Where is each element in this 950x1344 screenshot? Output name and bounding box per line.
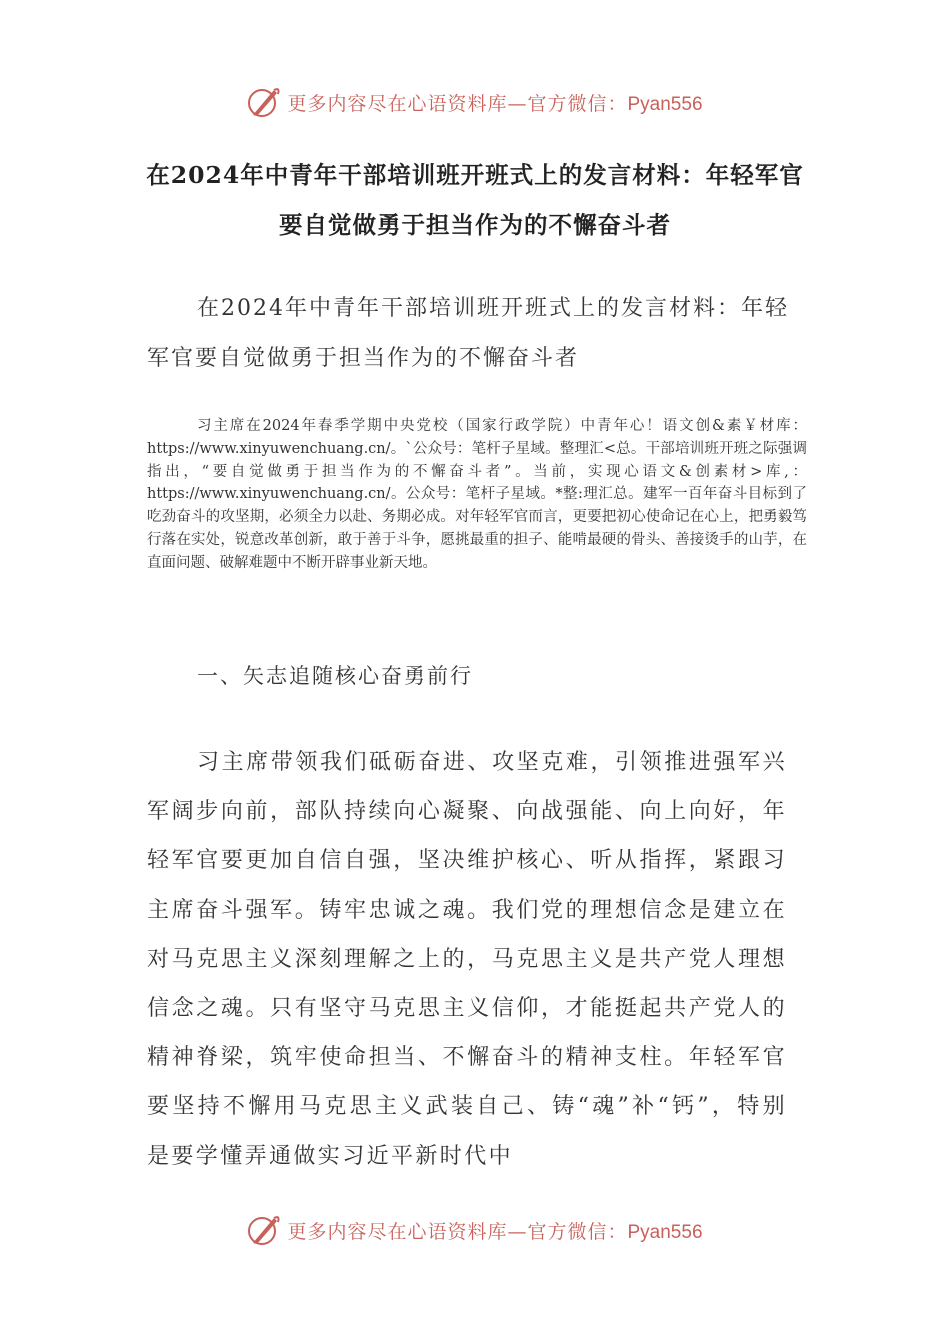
banner-text: 更多内容尽在心语资料库—官方微信：Pyan556	[287, 92, 703, 115]
document-title: 在2024年中青年干部培训班开班式上的发言材料：年轻军官要自觉做勇于担当作为的不懈奋斗者	[146, 161, 804, 239]
footer-banner	[0, 1210, 950, 1250]
abstract-paragraph: 习主席在2024年春季学期中央党校（国家行政学院）中青年心！语文创&素￥材库：https://www.xinyuwenchuang.cn/。`公众号：笔杆子星域。整理汇<总。干部培训班开班之际强调指出，“要自觉做勇于担当作为的不懈奋斗者”。当前，实现心语文&创素材>库,：https://www.xinyuwenchuang.cn/。公众号：笔杆子星域。*整:理汇总。建军一百年奋斗目标到了吃劲奋斗的攻坚期，必须全力以赴、务期必成。对年轻军官而言，更要把初心使命记在心上，把勇毅笃行落在实处，锐意改革创新，敢于善于斗争，愿挑最重的担子、能啃最硬的骨头、善接烫手的山芋，在直面问题、破解难题中不断开辟事业新天地。	[147, 418, 807, 571]
quill-logo-icon	[247, 1213, 281, 1247]
section-heading: 一、矢志追随核心奋勇前行	[197, 664, 473, 688]
quill-logo-icon	[247, 85, 281, 119]
body-paragraph: 习主席带领我们砥砺奋进、攻坚克难，引领推进强军兴军阔步向前，部队持续向心凝聚、向战强能、向上向好，年轻军官要更加自信自强，坚决维护核心、听从指挥，紧跟习主席奋斗强军。铸牢忠诚之魂。我们党的理想信念是建立在对马克思主义深刻理解之上的，马克思主义是共产党人理想信念之魂。只有坚守马克思主义信仰，才能挺起共产党人的精神脊梁，筑牢使命担当、不懈奋斗的精神支柱。年轻军官要坚持不懈用马克思主义武装自己、铸“魂”补“钙”，特别是要学懂弄通做实习近平新时代中	[147, 750, 787, 1169]
document-subtitle: 在2024年中青年干部培训班开班式上的发言材料：年轻军官要自觉做勇于担当作为的不懈奋斗者	[147, 296, 789, 371]
header-banner	[0, 82, 950, 122]
banner-text: 更多内容尽在心语资料库—官方微信：Pyan556	[287, 1220, 703, 1243]
